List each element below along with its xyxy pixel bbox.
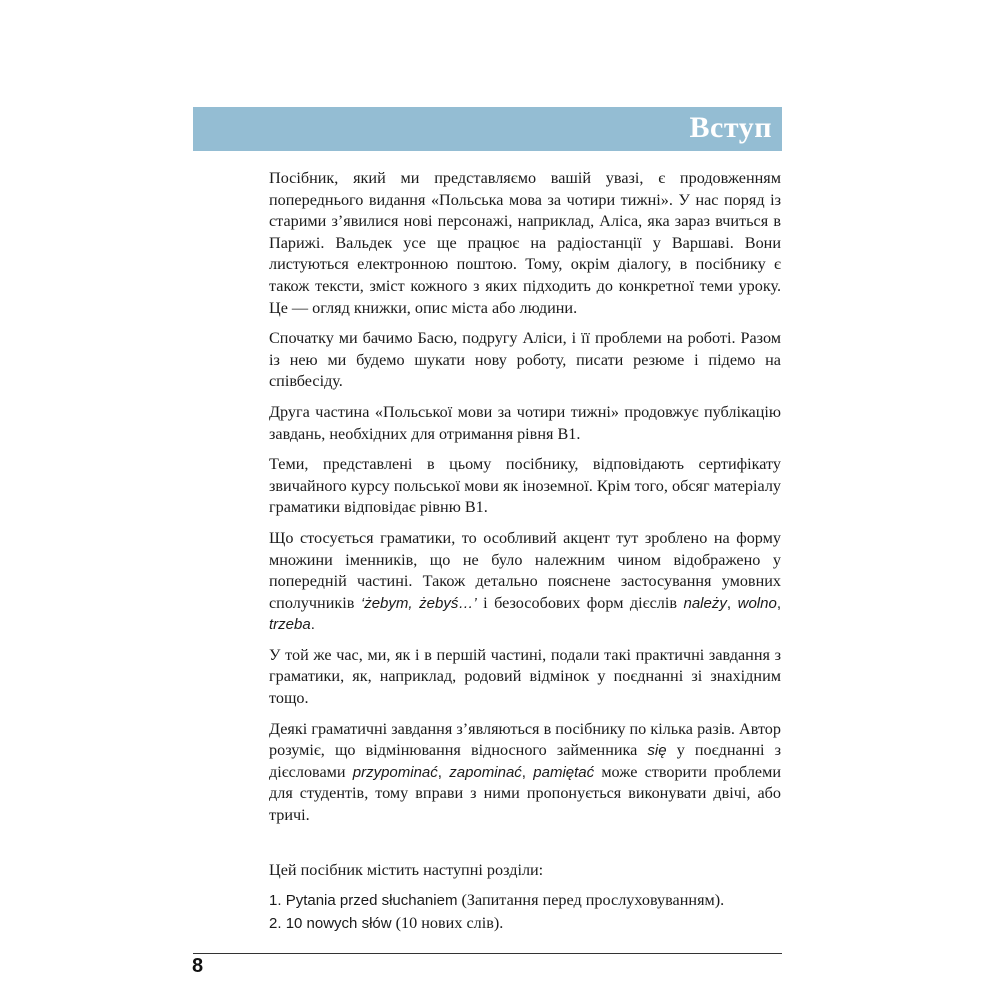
paragraph-3: Друга частина «Польської мови за чотири тижні» продовжує публікацію завдань, необхідних для отримання рівня В1. [269, 402, 781, 443]
list-item [269, 912, 724, 935]
paragraph-7 [269, 719, 781, 827]
paragraph-7-text: у поєднанні з дієсловами [269, 741, 781, 781]
paragraph-6: У той же час, ми, як і в першій частині, подали такі практичні завдання з граматики, як, наприклад, родовий відмінок у поєднанні зі знахідним тощо. [269, 645, 781, 708]
list-item-translation: (Запитання перед прослуховуванням). [457, 891, 725, 909]
polish-term: trzeba [269, 616, 311, 634]
polish-term: ‘żebym, żebyś…’ [360, 594, 477, 612]
list-item-translation: (10 нових слів). [391, 914, 504, 932]
body-text [269, 168, 781, 836]
paragraph-4: Теми, представлені в цьому посібнику, відповідають сертифікату звичайного курсу польської мови як іноземної. Крім того, обсяг матеріалу граматики відповідає рівню В1. [269, 455, 781, 517]
separator: , [521, 763, 534, 781]
section-title: Вступ [689, 111, 772, 144]
separator: , [776, 594, 781, 612]
separator: , [726, 594, 738, 612]
list-item-polish-title: 10 nowych słów [285, 915, 392, 932]
polish-term: się [647, 742, 667, 760]
page-number: 8 [192, 955, 204, 977]
list-item [269, 889, 724, 912]
paragraph-5-text: і безособових форм дієслів [476, 593, 684, 612]
paragraph-7-text: Деякі граматичні завдання з’являються в посібнику по кілька разів. Автор розуміє, що відмінювання відносного займенника [269, 719, 781, 760]
polish-term: zapominać [449, 763, 522, 781]
paragraph-2: Спочатку ми бачимо Басю, подругу Аліси, і її проблеми на роботі. Разом із нею ми будемо шукати нову роботу, писати резюме і підемо на співбесіду. [269, 329, 781, 391]
polish-term: pamiętać [533, 763, 595, 781]
list-item-polish-title: Pytania przed słuchaniem [285, 892, 458, 909]
polish-term: należy [683, 594, 727, 612]
sections-intro: Цей посібник містить наступні розділи: [269, 861, 544, 879]
separator: , [437, 763, 450, 781]
paragraph-1: Посібник, який ми представляємо вашій увазі, є продовженням попереднього видання «Польська мова за чотири тижні». У нас поряд із старими з’явилися нові персонажі, наприклад, Аліса, яка зараз вчиться в Парижі. Вальдек усе ще працює на радіостанції у Варшаві. Вони листуються електронною поштою. Тому, окрім діалогу, в посібнику є також тексти, зміст кожного з яких підходить до конкретної теми уроку. Це — огляд книжки, опис міста або людини. [269, 169, 781, 317]
list-item-number: 2. [269, 915, 286, 932]
footer-divider [193, 953, 782, 954]
polish-term: przypominać [352, 763, 438, 781]
paragraph-5-text: Що стосується граматики, то особливий акцент тут зроблено на форму множини іменників, що не було належним чином відображено у попередній частині. Також детально пояснене застосування умовних сполучників [269, 528, 781, 612]
paragraph-5 [269, 528, 781, 636]
paragraph-7-text: може створити проблеми для студентів, тому вправи з ними пропонується виконувати двічі, або тричі. [269, 762, 781, 825]
polish-term: wolno [737, 594, 777, 612]
list-item-number: 1. [269, 892, 286, 909]
sections-list [269, 889, 724, 935]
section-header-band [193, 107, 782, 151]
separator: . [310, 616, 315, 634]
